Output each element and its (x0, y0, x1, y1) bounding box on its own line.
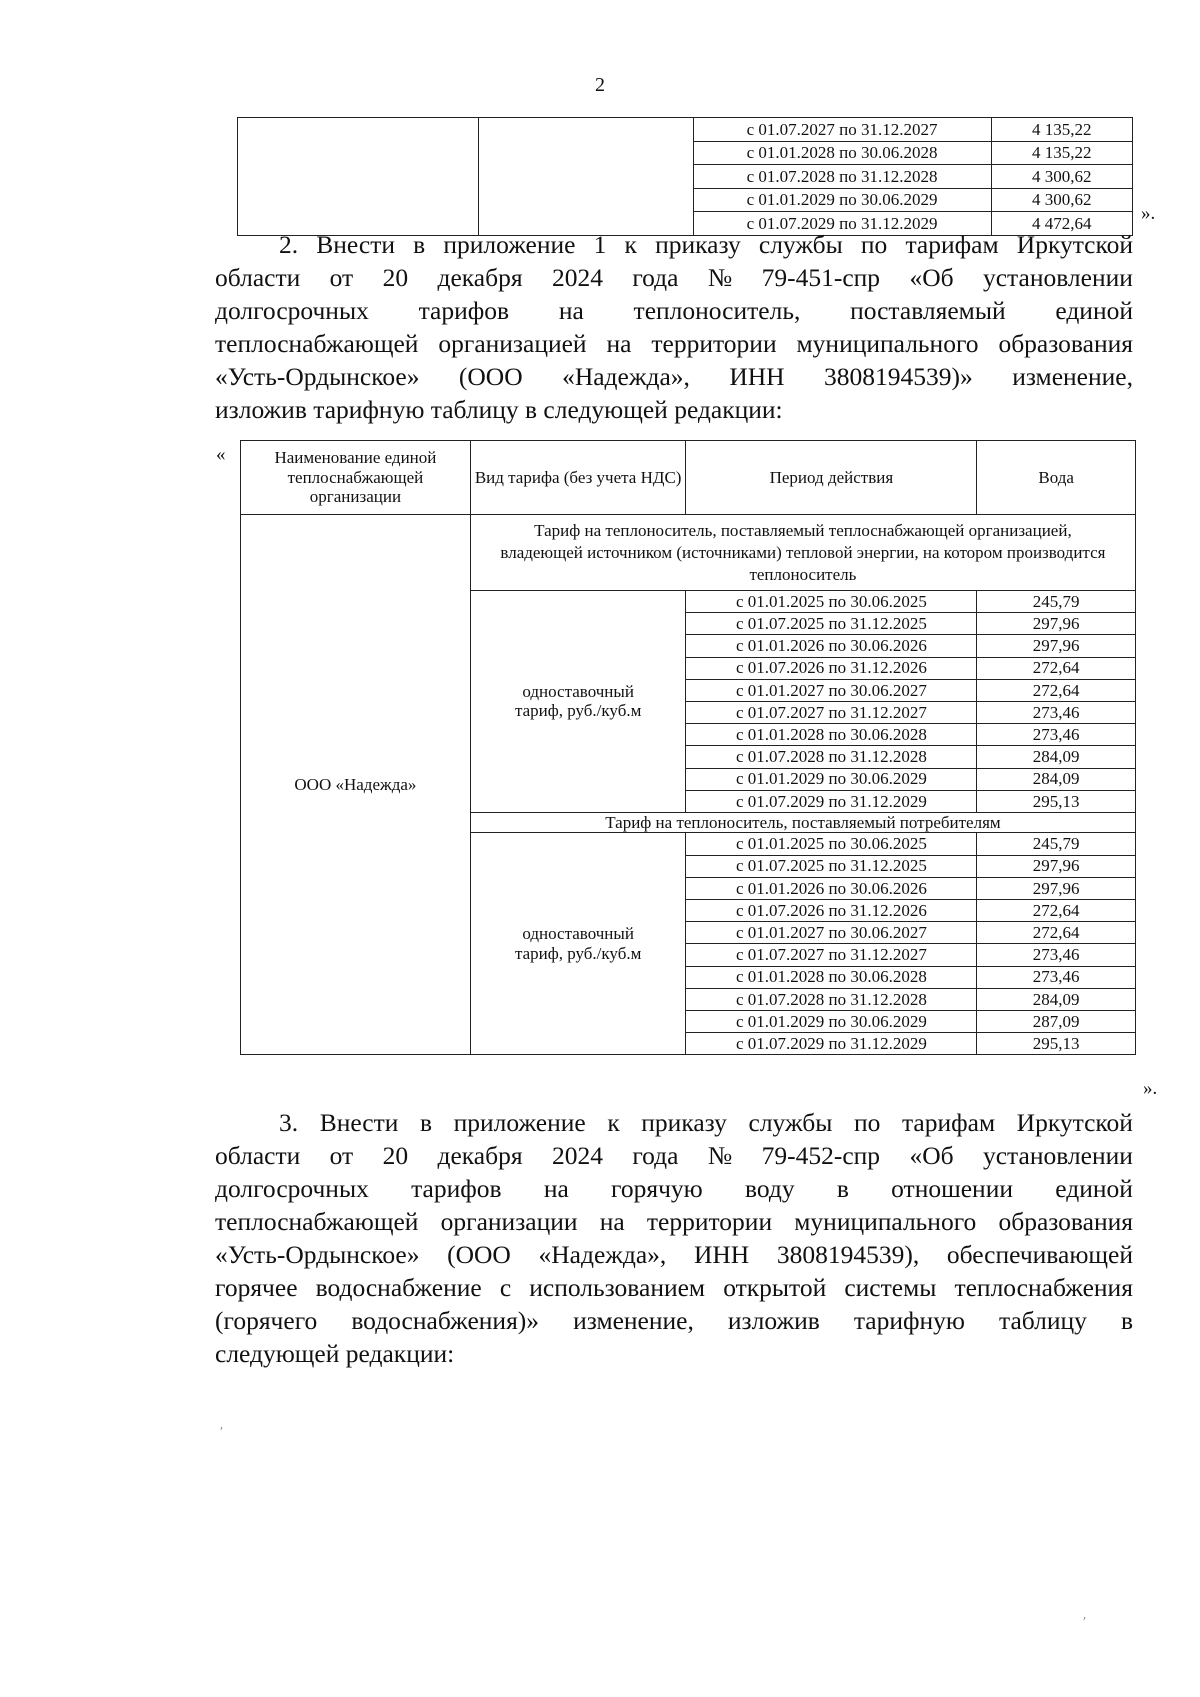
word: обеспечивающей (946, 1240, 1133, 1269)
word: воду (744, 1174, 795, 1203)
table-header-row (241, 441, 1136, 515)
table-row (238, 118, 1133, 142)
word: Иркутской (1016, 230, 1133, 259)
period-cell: с 01.07.2026 по 31.12.2026 (686, 657, 977, 679)
word: 3. (279, 1108, 299, 1137)
text-line (215, 360, 1133, 393)
header-org: Наименование единой теплоснабжающей организации (241, 441, 471, 515)
word: 79-452-спр (761, 1141, 881, 1170)
tariff-type-cell: одноставочный тариф, руб./куб.м (470, 591, 686, 813)
word: 3808194539), (776, 1240, 920, 1269)
word: системы (844, 1273, 937, 1302)
org-name-cell: ООО «Надежда» (241, 515, 471, 1055)
text-line (215, 261, 1133, 294)
word: изложив (727, 1306, 820, 1335)
value-cell: 295,13 (977, 1033, 1136, 1055)
text-line (215, 1139, 1133, 1172)
word: (ООО (447, 1240, 511, 1269)
value-cell: 297,96 (977, 613, 1136, 635)
value-cell: 245,79 (977, 833, 1136, 855)
word: службы (748, 1108, 833, 1137)
page-number: 2 (595, 74, 605, 96)
word: в (1120, 1306, 1133, 1335)
value-cell: 272,64 (977, 899, 1136, 921)
text-line (215, 1205, 1133, 1238)
word: службы (758, 230, 843, 259)
closing-quote-2: ». (1143, 1078, 1158, 1099)
value-cell: 4 472,64 (991, 212, 1132, 236)
word: Иркутской (1016, 1108, 1133, 1137)
word: области (215, 263, 301, 292)
word: открытой (723, 1273, 827, 1302)
word: долгосрочных (215, 296, 369, 325)
period-cell: с 01.07.2029 по 31.12.2029 (693, 212, 991, 236)
word: в (420, 1108, 433, 1137)
word: приложение (453, 1108, 586, 1137)
word: водоснабжение (315, 1273, 482, 1302)
word: 79-451-спр (761, 263, 881, 292)
section-1-title: Тариф на теплоноситель, поставляемый теплоснабжающей организацией, владеющей источником (источниками) тепловой энергии, на котором производится теплоноситель (470, 515, 1135, 591)
value-cell: 273,46 (977, 724, 1136, 746)
value-cell: 4 300,62 (991, 165, 1132, 189)
paragraph-3 (215, 1106, 1133, 1370)
value-cell: 4 135,22 (991, 118, 1132, 142)
word: изменение, (1012, 362, 1133, 391)
period-cell: с 01.01.2027 по 30.06.2027 (686, 679, 977, 701)
word: № (707, 1141, 733, 1170)
word: 20 (382, 1141, 409, 1170)
word: организации (440, 1207, 578, 1236)
word: 20 (382, 263, 409, 292)
word: единой (1055, 296, 1133, 325)
value-cell: 273,46 (977, 966, 1136, 988)
value-cell: 273,46 (977, 944, 1136, 966)
text-line (215, 327, 1133, 360)
coolant-tariff-table (240, 440, 1136, 1055)
word: тарифам (901, 1108, 996, 1137)
word: тарифов (418, 296, 510, 325)
value-cell: 297,96 (977, 877, 1136, 899)
word: приказу (641, 1108, 727, 1137)
period-cell: с 01.01.2025 по 30.06.2025 (686, 591, 977, 613)
scan-speck: ′ (1083, 1615, 1087, 1630)
word: изменение, (573, 1306, 694, 1335)
period-cell: с 01.07.2027 по 31.12.2027 (686, 944, 977, 966)
word: отношении (891, 1174, 1013, 1203)
period-cell: с 01.07.2027 по 31.12.2027 (686, 701, 977, 723)
word: «Об (909, 263, 954, 292)
header-tariff-type: Вид тарифа (без учета НДС) (470, 441, 686, 515)
period-cell: с 01.07.2026 по 31.12.2026 (686, 899, 977, 921)
word: (горячего (215, 1306, 318, 1335)
word: теплоснабжения (954, 1273, 1133, 1302)
word: по (853, 1108, 881, 1137)
value-cell: 297,96 (977, 855, 1136, 877)
value-cell: 295,13 (977, 790, 1136, 812)
period-cell: с 01.01.2026 по 30.06.2026 (686, 877, 977, 899)
period-cell: с 01.01.2026 по 30.06.2026 (686, 635, 977, 657)
word: установлении (982, 263, 1133, 292)
word: приказу (655, 230, 741, 259)
tariff-type-cell: одноставочный тариф, руб./куб.м (470, 833, 686, 1055)
word: № (707, 263, 733, 292)
value-cell: 273,46 (977, 701, 1136, 723)
word: ИНН (729, 362, 785, 391)
word: к (624, 230, 637, 259)
org-cell-continued (238, 118, 479, 236)
word: образования (998, 329, 1133, 358)
period-cell: с 01.07.2028 по 31.12.2028 (693, 165, 991, 189)
period-cell: с 01.01.2029 по 30.06.2029 (693, 188, 991, 212)
value-cell: 272,64 (977, 922, 1136, 944)
text-line (215, 1172, 1133, 1205)
value-cell: 284,09 (977, 768, 1136, 790)
word: тарифам (905, 230, 999, 259)
word: 2. (279, 230, 299, 259)
word: на (558, 296, 584, 325)
period-cell: с 01.01.2028 по 30.06.2028 (686, 966, 977, 988)
word: «Надежда», (538, 1240, 667, 1269)
word: теплоснабжающей (215, 1207, 419, 1236)
text-line: следующей редакции: (215, 1339, 455, 1368)
word: «Усть-Ордынское» (215, 1240, 420, 1269)
paragraph-2 (215, 228, 1133, 426)
word: «Надежда», (562, 362, 690, 391)
section-2-title: Тариф на теплоноситель, поставляемый потребителям (470, 812, 1135, 833)
word: поставляемый (850, 296, 1006, 325)
word: приложение (443, 230, 576, 259)
word: года (632, 1141, 679, 1170)
word: образования (998, 1207, 1133, 1236)
word: единой (1055, 1174, 1133, 1203)
word: по (860, 230, 888, 259)
text-line (215, 228, 1133, 261)
section-title-row (241, 515, 1136, 591)
word: тарифов (411, 1174, 502, 1203)
period-cell: с 01.07.2029 по 31.12.2029 (686, 1033, 977, 1055)
value-cell: 272,64 (977, 679, 1136, 701)
value-cell: 284,09 (977, 988, 1136, 1010)
word: использованием (529, 1273, 706, 1302)
word: «Об (909, 1141, 954, 1170)
word: таблицу (999, 1306, 1087, 1335)
word: 2024 (551, 263, 603, 292)
word: Внести (319, 1108, 399, 1137)
header-water: Вода (977, 441, 1136, 515)
period-cell: с 01.07.2028 по 31.12.2028 (686, 746, 977, 768)
period-cell: с 01.07.2028 по 31.12.2028 (686, 988, 977, 1010)
period-cell: с 01.07.2029 по 31.12.2029 (686, 790, 977, 812)
text-line (215, 1304, 1133, 1337)
word: на (599, 1207, 625, 1236)
word: долгосрочных (215, 1174, 369, 1203)
word: муниципального (796, 329, 979, 358)
period-cell: с 01.07.2025 по 31.12.2025 (686, 855, 977, 877)
value-cell: 4 135,22 (991, 141, 1132, 165)
opening-quote: « (216, 444, 226, 465)
period-cell: с 01.01.2029 по 30.06.2029 (686, 768, 977, 790)
word: установлении (982, 1141, 1133, 1170)
word: от (329, 1141, 354, 1170)
word: территории (646, 1207, 773, 1236)
word: области (215, 1141, 301, 1170)
header-period: Период действия (686, 441, 977, 515)
text-line (215, 1238, 1133, 1271)
word: Внести (316, 230, 395, 259)
word: в (413, 230, 426, 259)
text-line (215, 1106, 1133, 1139)
word: в (836, 1174, 849, 1203)
value-cell: 287,09 (977, 1010, 1136, 1032)
word: организацией (438, 329, 587, 358)
scan-speck: ′ (220, 1425, 224, 1440)
word: ИНН (693, 1240, 750, 1269)
value-cell: 297,96 (977, 635, 1136, 657)
word: горячее (215, 1273, 298, 1302)
word: муниципального (794, 1207, 977, 1236)
closing-quote-1: ». (1141, 203, 1156, 224)
word: на (606, 329, 632, 358)
period-cell: с 01.01.2025 по 30.06.2025 (686, 833, 977, 855)
tariff-type-cell-continued (478, 118, 693, 236)
period-cell: с 01.07.2025 по 31.12.2025 (686, 613, 977, 635)
value-cell: 245,79 (977, 591, 1136, 613)
word: с (499, 1273, 512, 1302)
word: 2024 (551, 1141, 603, 1170)
word: декабря (437, 263, 523, 292)
text-line (215, 294, 1133, 327)
word: горячую (611, 1174, 703, 1203)
text-line (215, 1271, 1133, 1304)
word: на (543, 1174, 569, 1203)
value-cell: 272,64 (977, 657, 1136, 679)
word: от (329, 263, 354, 292)
period-cell: с 01.01.2029 по 30.06.2029 (686, 1010, 977, 1032)
word: теплоноситель, (633, 296, 801, 325)
word: 1 (593, 230, 607, 259)
word: 3808194539)» (824, 362, 973, 391)
word: водоснабжения)» (351, 1306, 540, 1335)
tariff-table-continuation (237, 117, 1133, 236)
word: «Усть-Ордынское» (215, 362, 420, 391)
text-line: изложив тарифную таблицу в следующей редакции: (215, 395, 783, 424)
word: к (607, 1108, 620, 1137)
value-cell: 4 300,62 (991, 188, 1132, 212)
word: декабря (437, 1141, 523, 1170)
word: территории (651, 329, 777, 358)
period-cell: с 01.07.2027 по 31.12.2027 (693, 118, 991, 142)
word: (ООО (458, 362, 523, 391)
word: тарифную (853, 1306, 965, 1335)
period-cell: с 01.01.2028 по 30.06.2028 (686, 724, 977, 746)
period-cell: с 01.01.2027 по 30.06.2027 (686, 922, 977, 944)
word: года (632, 263, 679, 292)
value-cell: 284,09 (977, 746, 1136, 768)
word: теплоснабжающей (215, 329, 419, 358)
period-cell: с 01.01.2028 по 30.06.2028 (693, 141, 991, 165)
